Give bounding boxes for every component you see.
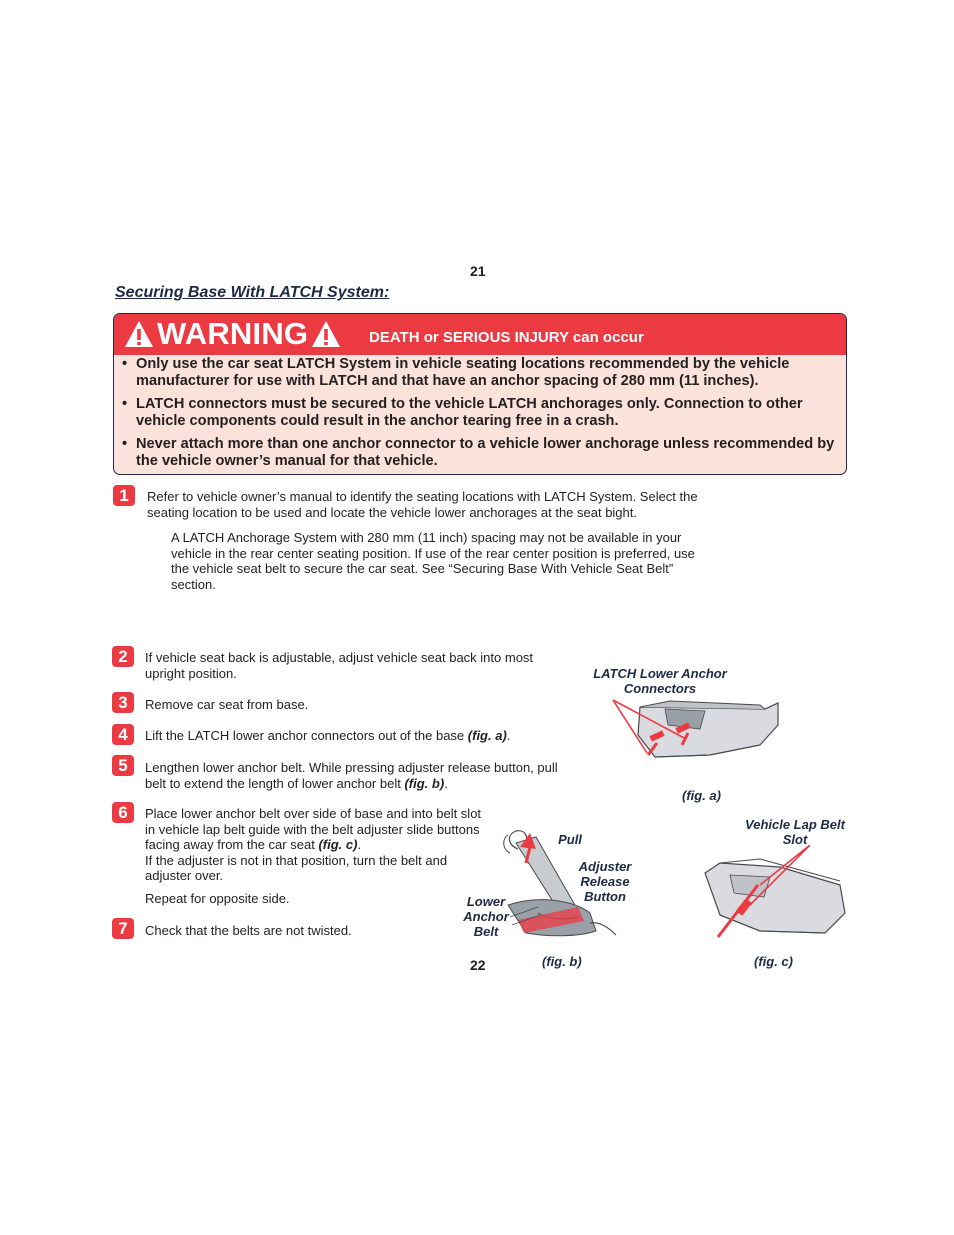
step-1-text: Refer to vehicle owner’s manual to identify the seating locations with LATCH System. Select the seating location to be used and locate the vehicle lower anchorages at the seat bight. <box>147 489 698 520</box>
step-1-note: A LATCH Anchorage System with 280 mm (11 inch) spacing may not be available in your vehicle in the rear center seating position. If use of the rear center position is preferred, use the vehicle seat belt to secure the car seat. See “Securing Base With Vehicle Seat Belt” section. <box>171 530 695 592</box>
warning-item: • LATCH connectors must be secured to the vehicle LATCH anchorages only. Connection to other vehicle components could result in the anchor tearing free in a crash. <box>122 396 836 430</box>
step-7-text: Check that the belts are not twisted. <box>145 923 352 938</box>
warning-item: • Only use the car seat LATCH System in vehicle seating locations recommended by the vehicle manufacturer for use with LATCH and that have an anchor spacing of 280 mm (11 inches). <box>122 356 836 390</box>
step-badge-4: 4 <box>112 724 134 745</box>
warning-triangle-icon <box>124 320 154 348</box>
page-number-bottom: 22 <box>470 957 486 973</box>
fig-b-label-pull: Pull <box>558 832 582 847</box>
step-6-fig-ref: (fig. c) <box>318 837 358 852</box>
fig-a-caption: (fig. a) <box>682 788 721 803</box>
fig-b-caption: (fig. b) <box>542 954 582 969</box>
step-5-text <box>145 760 575 791</box>
fig-c-caption: (fig. c) <box>754 954 793 969</box>
warning-header <box>114 314 846 355</box>
step-6-repeat: Repeat for opposite side. <box>145 891 290 906</box>
step-5-body: Lengthen lower anchor belt. While pressing adjuster release button, pull belt to extend the length of lower anchor belt <box>145 760 558 791</box>
fig-a-illustration <box>610 695 790 770</box>
step-4-end: . <box>506 728 511 743</box>
fig-c-illustration <box>700 845 850 950</box>
step-4-fig-ref: (fig. a) <box>467 728 507 743</box>
warning-title-group <box>124 316 341 352</box>
fig-c-label: Vehicle Lap Belt Slot <box>745 817 845 847</box>
step-badge-3: 3 <box>112 692 134 713</box>
step-badge-2: 2 <box>112 646 134 667</box>
step-6-end: . <box>357 837 362 852</box>
step-6-text <box>145 806 485 884</box>
step-2-text: If vehicle seat back is adjustable, adjust vehicle seat back into most upright position. <box>145 650 534 681</box>
step-6-body: Place lower anchor belt over side of base and into belt slot in vehicle lap belt guide with the belt adjuster slide buttons facing away from the car seat <box>145 806 482 852</box>
section-title: Securing Base With LATCH System: <box>115 284 390 301</box>
page-number-top: 21 <box>470 263 486 279</box>
step-4-text <box>145 728 565 744</box>
fig-b-label-adjuster: Adjuster Release Button <box>578 859 632 904</box>
step-5-end: . <box>444 775 448 791</box>
step-badge-7: 7 <box>112 918 134 939</box>
warning-subtitle: DEATH or SERIOUS INJURY can occur <box>369 329 644 346</box>
step-badge-6: 6 <box>112 802 134 823</box>
warning-triangle-icon <box>311 320 341 348</box>
step-6-body-2: If the adjuster is not in that position, turn the belt and adjuster over. <box>145 852 448 883</box>
step-5-fig-ref: (fig. b) <box>404 775 445 791</box>
step-3-text: Remove car seat from base. <box>145 697 309 712</box>
warning-item: • Never attach more than one anchor connector to a vehicle lower anchorage unless recommended by the vehicle owner’s manual for that vehicle. <box>122 436 836 470</box>
fig-b-label-lower-anchor: Lower Anchor Belt <box>463 894 509 939</box>
step-4-body: Lift the LATCH lower anchor connectors out of the base <box>145 728 465 743</box>
step-badge-5: 5 <box>112 755 134 776</box>
warning-box <box>113 313 847 475</box>
fig-a-label: LATCH Lower Anchor Connectors <box>593 666 727 696</box>
warning-list <box>122 356 836 475</box>
step-badge-1: 1 <box>113 485 135 506</box>
warning-title: WARNING <box>157 316 309 351</box>
